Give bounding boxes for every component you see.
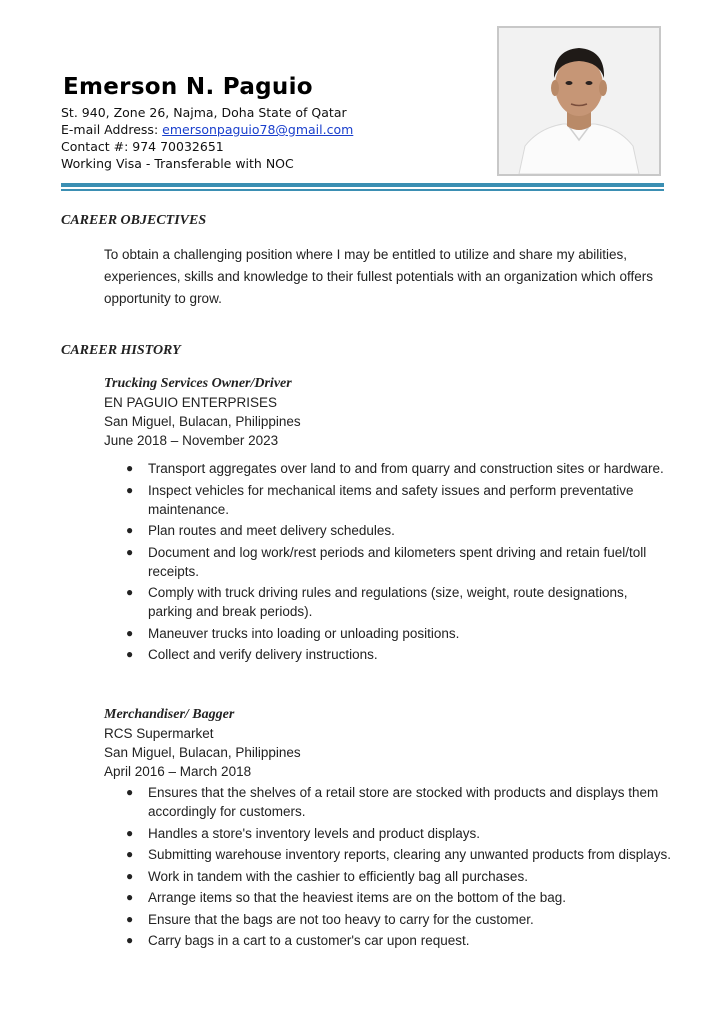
job-entry — [104, 706, 674, 953]
bullet-icon: ● — [126, 911, 134, 926]
duty-item — [104, 459, 674, 478]
duty-item — [104, 824, 674, 843]
bullet-icon: ● — [126, 482, 134, 497]
duty-text: Submitting warehouse inventory reports, clearing any unwanted products from displays. — [148, 847, 672, 862]
duty-text: Arrange items so that the heaviest items are on the bottom of the bag. — [148, 890, 566, 905]
duty-item — [104, 543, 674, 581]
duty-item — [104, 481, 674, 519]
career-objectives-heading: CAREER OBJECTIVES — [61, 213, 207, 228]
job-dates: June 2018 – November 2023 — [104, 433, 279, 448]
bullet-icon: ● — [126, 847, 134, 861]
career-objective-text: To obtain a challenging position where I may be entitled to utilize and share my abilities, experiences, skills and knowledge to their fullest potentials with an organization which offers opportunity to grow. — [104, 247, 654, 306]
job-title: Merchandiser/ Bagger — [104, 707, 235, 722]
visa-status-line: Working Visa - Transferable with NOC — [61, 156, 294, 171]
profile-photo — [497, 26, 661, 176]
duty-text: Plan routes and meet delivery schedules. — [148, 523, 395, 538]
bullet-icon: ● — [126, 523, 134, 537]
duty-item — [104, 931, 674, 950]
duty-item — [104, 624, 674, 643]
duty-item — [104, 645, 674, 664]
bullet-icon: ● — [126, 785, 134, 799]
header-divider-thick — [61, 183, 664, 187]
bullet-icon: ● — [126, 933, 134, 947]
email-label: E-mail Address: — [61, 122, 163, 137]
applicant-name: Emerson N. Paguio — [63, 74, 313, 100]
bullet-icon: ● — [126, 461, 134, 475]
duty-text: Handles a store's inventory levels and product displays. — [148, 825, 481, 841]
duty-text: Ensures that the shelves of a retail store are stocked with products and displays them accordingly for customers. — [148, 785, 659, 819]
email-line — [61, 121, 353, 138]
bullet-icon: ● — [126, 647, 134, 661]
duty-text: Maneuver trucks into loading or unloading positions. — [148, 625, 460, 641]
job-entry — [104, 375, 674, 667]
duty-item — [104, 845, 674, 864]
duty-item — [104, 910, 674, 929]
duty-item — [104, 867, 674, 886]
duty-text: Collect and verify delivery instructions. — [148, 647, 378, 662]
contact-number-line: Contact #: 974 70032651 — [61, 139, 224, 154]
duty-text: Work in tandem with the cashier to efficiently bag all purchases. — [148, 868, 528, 884]
email-link[interactable]: emersonpaguio78@gmail.com — [162, 122, 354, 137]
duty-text: Inspect vehicles for mechanical items and safety issues and perform preventative maintenance. — [148, 482, 634, 517]
duty-text: Document and log work/rest periods and kilometers spent driving and retain fuel/toll receipts. — [148, 544, 647, 579]
duty-item — [104, 783, 674, 821]
contact-block — [61, 104, 353, 172]
bullet-icon: ● — [126, 868, 134, 883]
bullet-icon: ● — [126, 825, 134, 840]
bullet-icon: ● — [126, 585, 134, 599]
job-duties-list — [104, 459, 674, 664]
address-line: St. 940, Zone 26, Najma, Doha State of Qatar — [61, 105, 347, 120]
duty-text: Carry bags in a cart to a customer's car upon request. — [148, 933, 470, 948]
duty-text: Comply with truck driving rules and regulations (size, weight, route designations, parking and break periods). — [148, 585, 628, 619]
job-title: Trucking Services Owner/Driver — [104, 376, 292, 391]
duty-text: Transport aggregates over land to and from quarry and construction sites or hardware. — [148, 461, 664, 476]
job-duties-list — [104, 783, 674, 950]
job-company: RCS Supermarket — [104, 726, 214, 741]
duty-item — [104, 583, 674, 621]
job-location: San Miguel, Bulacan, Philippines — [104, 414, 301, 429]
bullet-icon: ● — [126, 890, 134, 904]
bullet-icon: ● — [126, 544, 134, 559]
duty-text: Ensure that the bags are not too heavy to carry for the customer. — [148, 911, 534, 927]
career-history-heading: CAREER HISTORY — [61, 343, 181, 358]
duty-item — [104, 888, 674, 907]
bullet-icon: ● — [126, 625, 134, 640]
duty-item — [104, 521, 674, 540]
job-dates: April 2016 – March 2018 — [104, 764, 252, 779]
job-company: EN PAGUIO ENTERPRISES — [104, 395, 278, 410]
profile-photo-image — [499, 28, 659, 174]
job-location: San Miguel, Bulacan, Philippines — [104, 745, 301, 760]
header-divider-thin — [61, 189, 664, 191]
